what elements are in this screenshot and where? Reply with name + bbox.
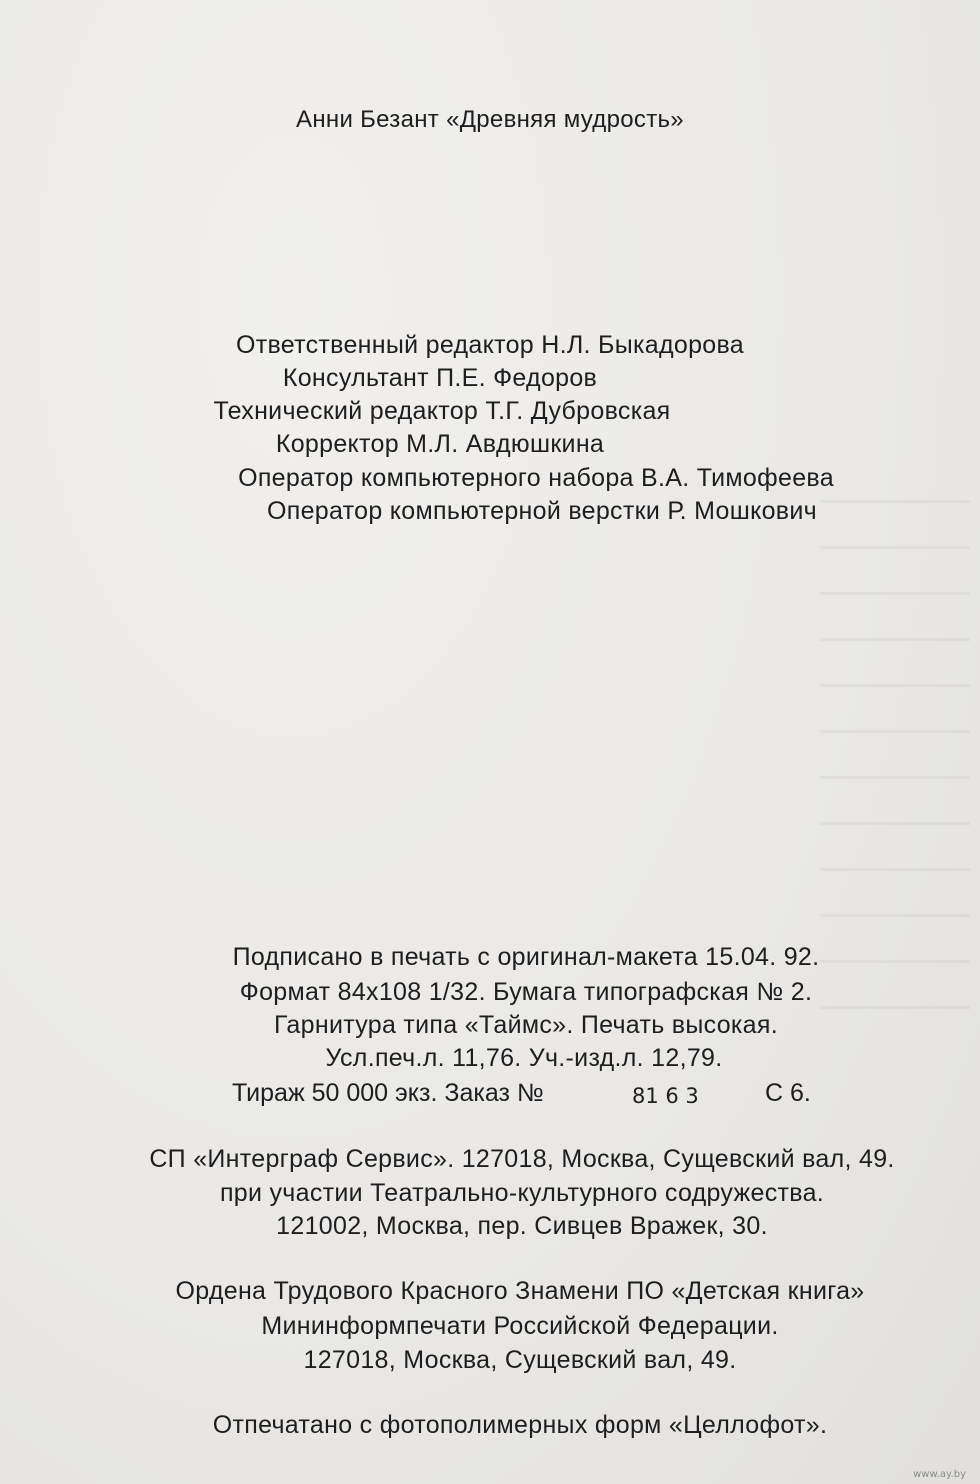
show-through-shadow [820, 500, 970, 1020]
tirazh-suffix: С 6. [765, 1079, 811, 1107]
print-info-line: Усл.печ.л. 11,76. Уч.-изд.л. 12,79. [325, 1044, 723, 1072]
credit-line: Корректор М.Л. Авдюшкина [275, 430, 605, 458]
credit-line: Технический редактор Т.Г. Дубровская [213, 397, 671, 425]
print-info-line: Подписано в печать с оригинал-макета 15.04. 92. [232, 943, 820, 971]
tirazh-label: Тираж 50 000 экз. Заказ № [232, 1079, 544, 1107]
watermark: www.ay.by [913, 1469, 966, 1480]
publisher-line: при участии Театрально-культурного содружества. [219, 1179, 825, 1207]
credit-line: Ответственный редактор Н.Л. Быкадорова [235, 331, 745, 359]
publisher-line: 121002, Москва, пер. Сивцев Вражек, 30. [276, 1212, 768, 1240]
order-number: 81 6 3 [632, 1084, 699, 1108]
print-info-line: Формат 84x108 1/32. Бумага типографская № 2. [239, 978, 813, 1006]
printer-line: Мининформпечати Российской Федерации. [261, 1312, 779, 1340]
printer-line: Ордена Трудового Красного Знамени ПО «Детская книга» [175, 1277, 865, 1305]
book-title: Анни Безант «Древняя мудрость» [296, 106, 684, 133]
credit-line: Оператор компьютерной верстки Р. Мошкович [267, 497, 817, 525]
publisher-line: СП «Интерграф Сервис». 127018, Москва, Сущевский вал, 49. [149, 1145, 895, 1173]
printer-line: 127018, Москва, Сущевский вал, 49. [303, 1346, 737, 1374]
print-info-line: Гарнитура типа «Таймс». Печать высокая. [274, 1011, 778, 1039]
credit-line: Оператор компьютерного набора В.А. Тимофеева [238, 464, 834, 492]
footer-note: Отпечатано с фотополимерных форм «Целлофот». [212, 1411, 828, 1439]
credit-line: Консультант П.Е. Федоров [282, 364, 598, 392]
